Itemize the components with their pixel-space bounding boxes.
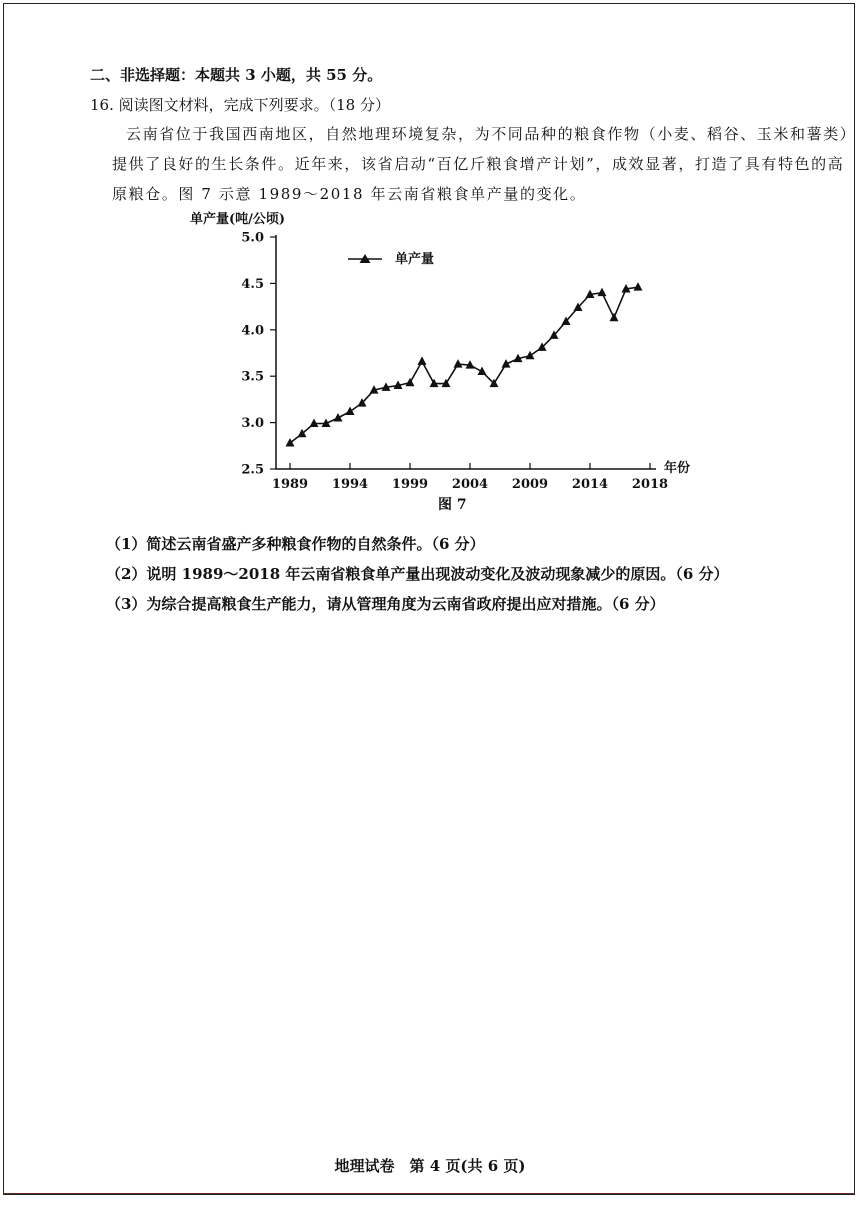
page-footer: 地理试卷 第 4 页(共 6 页) — [334, 1157, 526, 1175]
sub-question-2: （2）说明 1989～2018 年云南省粮食单产量出现波动变化及波动现象减少的原因。（6 分） — [106, 565, 729, 583]
data-point-marker — [478, 367, 487, 376]
data-point-marker — [286, 438, 295, 447]
figure-caption: 图 7 — [438, 497, 467, 513]
section-heading: 二、非选择题：本题共 3 小题，共 55 分。 — [90, 66, 383, 84]
data-point-marker — [634, 282, 643, 291]
x-tick-label: 1994 — [331, 477, 369, 492]
x-tick-label: 2014 — [571, 477, 609, 492]
data-point-marker — [406, 378, 415, 387]
x-axis-label: 年份 — [664, 461, 691, 476]
legend — [348, 251, 434, 267]
y-tick-label: 5.0 — [241, 230, 264, 246]
y-tick-label: 3.0 — [241, 416, 264, 432]
y-tick-label: 3.5 — [241, 369, 264, 385]
bottom-rule — [3, 1193, 855, 1194]
paragraph-line-1: 云南省位于我国西南地区，自然地理环境复杂，为不同品种的粮食作物（小麦、稻谷、玉米和薯类） — [126, 125, 857, 143]
y-tick-label: 4.5 — [241, 276, 264, 292]
data-point-marker — [418, 356, 427, 365]
sub-question-1: （1）简述云南省盛产多种粮食作物的自然条件。（6 分） — [106, 535, 485, 553]
x-axis-ticks — [272, 463, 668, 492]
data-point-marker — [334, 413, 343, 422]
x-tick-label: 1999 — [391, 477, 429, 492]
sub-question-3: （3）为综合提高粮食生产能力，请从管理角度为云南省政府提出应对措施。（6 分） — [106, 595, 665, 613]
data-point-marker — [598, 288, 607, 297]
data-point-marker — [610, 313, 619, 322]
series-line — [290, 287, 638, 443]
data-point-marker — [454, 359, 463, 368]
data-point-marker — [346, 406, 355, 415]
y-tick-label: 4.0 — [241, 323, 264, 339]
data-point-marker — [526, 351, 535, 360]
paragraph-line-2: 提供了良好的生长条件。近年来，该省启动“百亿斤粮食增产计划”，成效显著，打造了具有特色的高 — [112, 155, 845, 173]
yield-chart — [180, 205, 700, 520]
y-tick-label: 2.5 — [241, 462, 264, 478]
question-title: 16. 阅读图文材料，完成下列要求。（18 分） — [90, 96, 390, 114]
x-tick-label: 2004 — [451, 477, 489, 492]
x-tick-label: 2018 — [631, 477, 669, 492]
x-tick-label: 1989 — [271, 477, 309, 492]
legend-label: 单产量 — [395, 252, 435, 267]
y-axis-label: 单产量(吨/公顷) — [190, 212, 286, 227]
y-axis-ticks — [241, 231, 276, 478]
x-tick-label: 2009 — [511, 477, 549, 492]
paragraph-line-3: 原粮仓。图 7 示意 1989～2018 年云南省粮食单产量的变化。 — [112, 185, 587, 203]
